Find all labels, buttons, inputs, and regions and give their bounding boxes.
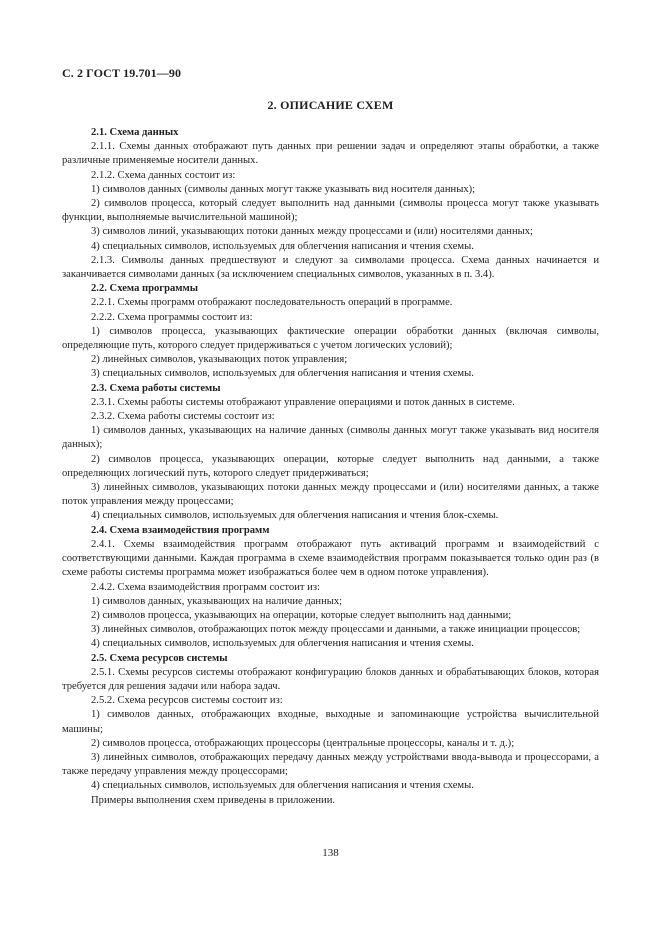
- paragraph: 2.1.2. Схема данных состоит из:: [91, 169, 236, 181]
- paragraph: 2.2.2. Схема программы состоит из:: [91, 311, 253, 323]
- paragraph: 2.3.1. Схемы работы системы отображают управление операциями и поток данных в системе.: [91, 396, 515, 408]
- paragraph: 2.5.2. Схема ресурсов системы состоит из:: [91, 695, 283, 707]
- paragraph: Примеры выполнения схем приведены в приложении.: [91, 794, 336, 806]
- body-text: [62, 126, 599, 808]
- paragraph: 4) специальных символов, используемых для облегчения написания и чтения схемы.: [91, 240, 474, 252]
- paragraph: 1) символов данных, отображающих входные, выходные и запоминающие устройства вычислительной машины;: [62, 709, 599, 735]
- paragraph: 3) линейных символов, указывающих потоки данных между процессами и (или) носителями данных, а также поток управления между процессами;: [62, 482, 599, 508]
- paragraph: 2.1.1. Схемы данных отображают путь данных при решении задач и определяют этапы обработки, а также различные применяемые носители данных.: [62, 141, 599, 167]
- paragraph: 2.4.1. Схемы взаимодействия программ отображают путь активаций программ и взаимодействий с соответствующими данными. Каждая программа в схеме взаимодействия программ показывается только один раз (в схеме работы системы программа может изображаться более чем в одном потоке управления).: [62, 538, 599, 579]
- paragraph: 1) символов данных, указывающих на наличие данных;: [91, 595, 343, 607]
- paragraph: 2.3.2. Схема работы системы состоит из:: [91, 411, 275, 423]
- paragraph: 2) символов процесса, указывающих операции, которые следует выполнить над данными, а также определяющих логический путь, которого следует придерживаться;: [62, 453, 599, 479]
- section-title: 2. ОПИСАНИЕ СХЕМ: [267, 98, 394, 112]
- subsection-heading: 2.5. Схема ресурсов системы: [91, 652, 228, 664]
- paragraph: 2.4.2. Схема взаимодействия программ состоит из:: [91, 581, 320, 593]
- paragraph: 2) символов процесса, отображающих процессоры (центральные процессоры, каналы и т. д.);: [91, 737, 515, 749]
- paragraph: 4) специальных символов, используемых для облегчения написания и чтения схемы.: [91, 638, 474, 650]
- subsection-heading: 2.3. Схема работы системы: [91, 382, 221, 394]
- paragraph: 1) символов процесса, указывающих фактические операции обработки данных (включая символы, определяющие путь, которого следует придерживаться с учетом логических условий);: [62, 325, 599, 352]
- paragraph: 3) символов линий, указывающих потоки данных между процессами и (или) носителями данных;: [91, 226, 534, 238]
- paragraph: 1) символов данных, указывающих на наличие данных (символы данных могут также указывать вид носителя данных);: [62, 425, 599, 451]
- paragraph: 2.2.1. Схемы программ отображают последовательность операций в программе.: [91, 297, 453, 309]
- paragraph: 1) символов данных (символы данных могут также указывать вид носителя данных);: [91, 183, 476, 195]
- subsection-heading: 2.1. Схема данных: [91, 127, 179, 138]
- running-header: С. 2 ГОСТ 19.701—90: [62, 66, 182, 80]
- paragraph: 2) символов процесса, указывающих на операции, которые следует выполнить над данными;: [91, 609, 512, 621]
- paragraph: 3) специальных символов, используемых для облегчения написания и чтения схемы.: [91, 368, 474, 380]
- subsection-heading: 2.2. Схема программы: [91, 283, 199, 295]
- paragraph: 4) специальных символов, используемых для облегчения написания и чтения блок-схемы.: [91, 510, 499, 522]
- paragraph: 4) специальных символов, используемых для облегчения написания и чтения схемы.: [91, 780, 474, 792]
- paragraph: 3) линейных символов, отображающих передачу данных между устройствами ввода-вывода и процессорами, а также передачу управления между процессорами;: [62, 751, 599, 778]
- paragraph: 3) линейных символов, отображающих поток между процессами и данными, а также инициации процессов;: [91, 624, 581, 636]
- paragraph: 2) символов процесса, который следует выполнить над данными (символы процесса могут также указывать функции, выполняемые вычислительной машиной);: [62, 198, 599, 224]
- page-number: 138: [322, 847, 339, 859]
- subsection-heading: 2.4. Схема взаимодействия программ: [91, 524, 270, 536]
- paragraph: 2) линейных символов, указывающих поток управления;: [91, 354, 348, 366]
- paragraph: 2.5.1. Схемы ресурсов системы отображают конфигурацию блоков данных и обрабатывающих блоков, которая требуется для решения задачи или набора задач.: [62, 666, 599, 692]
- paragraph: 2.1.3. Символы данных предшествуют и следуют за символами процесса. Схема данных начинается и заканчивается символами данных (за исключением специальных символов, указанных в п. 3.4).: [62, 254, 599, 281]
